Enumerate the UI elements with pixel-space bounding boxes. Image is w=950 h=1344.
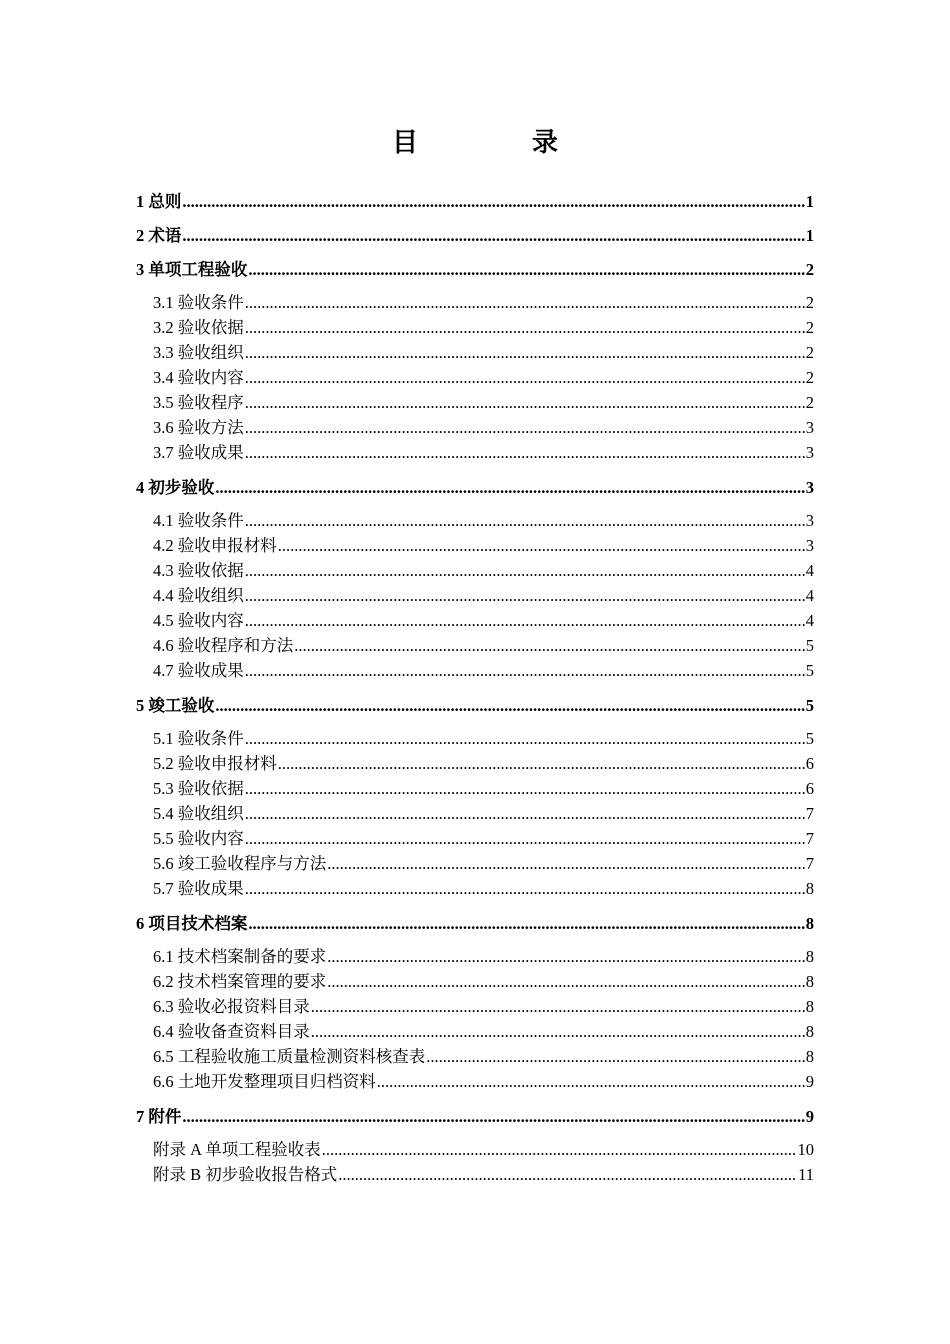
- toc-entry-label: 3 单项工程验收: [136, 260, 248, 279]
- toc-page-number: 2: [805, 393, 814, 412]
- toc-page-number: 2: [805, 293, 814, 312]
- toc-chapter-entry[interactable]: [136, 188, 814, 222]
- toc-entry-label: 3.3 验收组织: [153, 343, 244, 362]
- toc-page-number: 8: [805, 1047, 814, 1066]
- toc-section-entry[interactable]: [136, 1019, 814, 1044]
- toc-entry-label: 5.5 验收内容: [153, 829, 244, 848]
- toc-dot-leader: [248, 910, 804, 938]
- toc-section-entry[interactable]: [136, 558, 814, 583]
- toc-dot-leader: [245, 583, 805, 608]
- toc-section-entry[interactable]: [136, 969, 814, 994]
- toc-dot-leader: [245, 440, 805, 465]
- toc-entry-label: 3.5 验收程序: [153, 393, 244, 412]
- toc-entry-label: 5.4 验收组织: [153, 804, 244, 823]
- toc-dot-leader: [322, 1137, 797, 1162]
- toc-page-number: 11: [798, 1165, 814, 1184]
- toc-page-number: 3: [805, 418, 814, 437]
- toc-dot-leader: [248, 256, 804, 284]
- toc-page-number: 5: [805, 696, 814, 715]
- toc-page-number: 4: [805, 561, 814, 580]
- toc-page-number: 5: [805, 661, 814, 680]
- toc-dot-leader: [245, 290, 805, 315]
- toc-dot-leader: [245, 826, 805, 851]
- toc-dot-leader: [377, 1069, 805, 1094]
- toc-dot-leader: [338, 1162, 797, 1187]
- toc-section-entry[interactable]: [136, 365, 814, 390]
- toc-dot-leader: [245, 365, 805, 390]
- toc-dot-leader: [215, 474, 804, 502]
- toc-entry-label: 5 竣工验收: [136, 696, 215, 715]
- toc-entry-label: 6 项目技术档案: [136, 914, 248, 933]
- toc-section-entry[interactable]: [136, 1044, 814, 1069]
- toc-section-entry[interactable]: [136, 801, 814, 826]
- toc-dot-leader: [311, 1019, 805, 1044]
- toc-page-number: 1: [805, 192, 814, 211]
- toc-dot-leader: [327, 944, 805, 969]
- toc-entry-label: 5.6 竣工验收程序与方法: [153, 854, 327, 873]
- toc-entry-label: 5.1 验收条件: [153, 729, 244, 748]
- toc-section-entry[interactable]: [136, 440, 814, 465]
- toc-entry-label: 4.7 验收成果: [153, 661, 244, 680]
- toc-entry-label: 4 初步验收: [136, 478, 215, 497]
- toc-dot-leader: [182, 222, 804, 250]
- toc-entry-label: 6.5 工程验收施工质量检测资料核查表: [153, 1047, 426, 1066]
- toc-dot-leader: [294, 633, 805, 658]
- toc-dot-leader: [245, 801, 805, 826]
- toc-page-number: 3: [805, 536, 814, 555]
- toc-dot-leader: [327, 851, 805, 876]
- toc-entry-label: 4.4 验收组织: [153, 586, 244, 605]
- toc-entry-label: 3.2 验收依据: [153, 318, 244, 337]
- toc-page-number: 9: [805, 1107, 814, 1126]
- toc-dot-leader: [245, 390, 805, 415]
- toc-dot-leader: [182, 188, 804, 216]
- toc-entry-label: 6.6 土地开发整理项目归档资料: [153, 1072, 376, 1091]
- toc-section-entry[interactable]: [136, 826, 814, 851]
- toc-dot-leader: [278, 533, 805, 558]
- toc-entry-label: 4.5 验收内容: [153, 611, 244, 630]
- toc-section-entry[interactable]: [136, 726, 814, 751]
- toc-page-number: 4: [805, 611, 814, 630]
- toc-dot-leader: [426, 1044, 805, 1069]
- toc-entry-label: 4.6 验收程序和方法: [153, 636, 294, 655]
- toc-page-number: 2: [805, 318, 814, 337]
- toc-page-number: 3: [805, 511, 814, 530]
- toc-chapter-entry[interactable]: [136, 692, 814, 726]
- toc-section-entry[interactable]: [136, 776, 814, 801]
- toc-dot-leader: [245, 876, 805, 901]
- toc-entry-label: 6.1 技术档案制备的要求: [153, 947, 327, 966]
- toc-page-number: 2: [805, 343, 814, 362]
- toc-dot-leader: [245, 658, 805, 683]
- toc-entry-label: 3.1 验收条件: [153, 293, 244, 312]
- toc-entry-label: 3.6 验收方法: [153, 418, 244, 437]
- toc-section-entry[interactable]: [136, 876, 814, 901]
- toc-chapter-entry[interactable]: [136, 910, 814, 944]
- toc-page-number: 7: [805, 854, 814, 873]
- toc-entry-label: 5.7 验收成果: [153, 879, 244, 898]
- toc-entry-label: 4.3 验收依据: [153, 561, 244, 580]
- toc-dot-leader: [245, 340, 805, 365]
- toc-page-number: 8: [805, 997, 814, 1016]
- toc-page-number: 8: [805, 1022, 814, 1041]
- toc-section-entry[interactable]: [136, 658, 814, 683]
- toc-dot-leader: [327, 969, 805, 994]
- toc-section-entry[interactable]: [136, 290, 814, 315]
- toc-section-entry[interactable]: [136, 315, 814, 340]
- toc-section-entry[interactable]: [136, 340, 814, 365]
- toc-dot-leader: [245, 508, 805, 533]
- toc-dot-leader: [245, 608, 805, 633]
- toc-section-entry[interactable]: [136, 533, 814, 558]
- toc-page-number: 7: [805, 804, 814, 823]
- toc-section-entry[interactable]: [136, 1069, 814, 1094]
- toc-page-number: 10: [797, 1140, 814, 1159]
- toc-section-entry[interactable]: [136, 583, 814, 608]
- toc-section-entry[interactable]: [136, 1162, 814, 1187]
- toc-entry-label: 附录 B 初步验收报告格式: [153, 1165, 338, 1184]
- toc-page-number: 6: [805, 754, 814, 773]
- toc-dot-leader: [182, 1103, 804, 1131]
- toc-section-entry[interactable]: [136, 1137, 814, 1162]
- toc-section-entry[interactable]: [136, 994, 814, 1019]
- toc-entry-label: 6.4 验收备查资料目录: [153, 1022, 310, 1041]
- toc-dot-leader: [278, 751, 805, 776]
- toc-entry-label: 附录 A 单项工程验收表: [153, 1140, 321, 1159]
- toc-dot-leader: [245, 415, 805, 440]
- toc-section-entry[interactable]: [136, 751, 814, 776]
- toc-dot-leader: [311, 994, 805, 1019]
- toc-section-entry[interactable]: [136, 851, 814, 876]
- toc-page-number: 7: [805, 829, 814, 848]
- toc-chapter-entry[interactable]: [136, 256, 814, 290]
- toc-page-number: 1: [805, 226, 814, 245]
- toc-section-entry[interactable]: [136, 944, 814, 969]
- toc-page-number: 4: [805, 586, 814, 605]
- toc-dot-leader: [245, 776, 805, 801]
- toc-section-entry[interactable]: [136, 608, 814, 633]
- toc-entry-label: 3.7 验收成果: [153, 443, 244, 462]
- toc-page-number: 3: [805, 443, 814, 462]
- toc-page-number: 8: [805, 947, 814, 966]
- toc-page-number: 2: [805, 368, 814, 387]
- toc-section-entry[interactable]: [136, 415, 814, 440]
- toc-chapter-entry[interactable]: [136, 222, 814, 256]
- toc-entry-label: 2 术语: [136, 226, 182, 245]
- toc-entry-label: 5.3 验收依据: [153, 779, 244, 798]
- toc-entry-label: 6.3 验收必报资料目录: [153, 997, 310, 1016]
- toc-dot-leader: [245, 315, 805, 340]
- toc-entry-label: 6.2 技术档案管理的要求: [153, 972, 327, 991]
- toc-dot-leader: [245, 558, 805, 583]
- page-title: 目 录: [391, 128, 602, 158]
- toc-section-entry[interactable]: [136, 633, 814, 658]
- toc-chapter-entry[interactable]: [136, 474, 814, 508]
- toc-section-entry[interactable]: [136, 508, 814, 533]
- toc-page-number: 5: [805, 729, 814, 748]
- toc-page-number: 6: [805, 779, 814, 798]
- toc-page-number: 9: [805, 1072, 814, 1091]
- table-of-contents: [136, 188, 814, 1187]
- toc-section-entry[interactable]: [136, 390, 814, 415]
- toc-page-number: 8: [805, 879, 814, 898]
- toc-page-number: 2: [805, 260, 814, 279]
- toc-entry-label: 1 总则: [136, 192, 182, 211]
- toc-entry-label: 4.1 验收条件: [153, 511, 244, 530]
- toc-entry-label: 7 附件: [136, 1107, 182, 1126]
- toc-page-number: 3: [805, 478, 814, 497]
- toc-entry-label: 3.4 验收内容: [153, 368, 244, 387]
- toc-chapter-entry[interactable]: [136, 1103, 814, 1137]
- toc-dot-leader: [215, 692, 804, 720]
- toc-page-number: 5: [805, 636, 814, 655]
- toc-page-number: 8: [805, 972, 814, 991]
- toc-entry-label: 5.2 验收申报材料: [153, 754, 277, 773]
- toc-entry-label: 4.2 验收申报材料: [153, 536, 277, 555]
- toc-dot-leader: [245, 726, 805, 751]
- toc-page-number: 8: [805, 914, 814, 933]
